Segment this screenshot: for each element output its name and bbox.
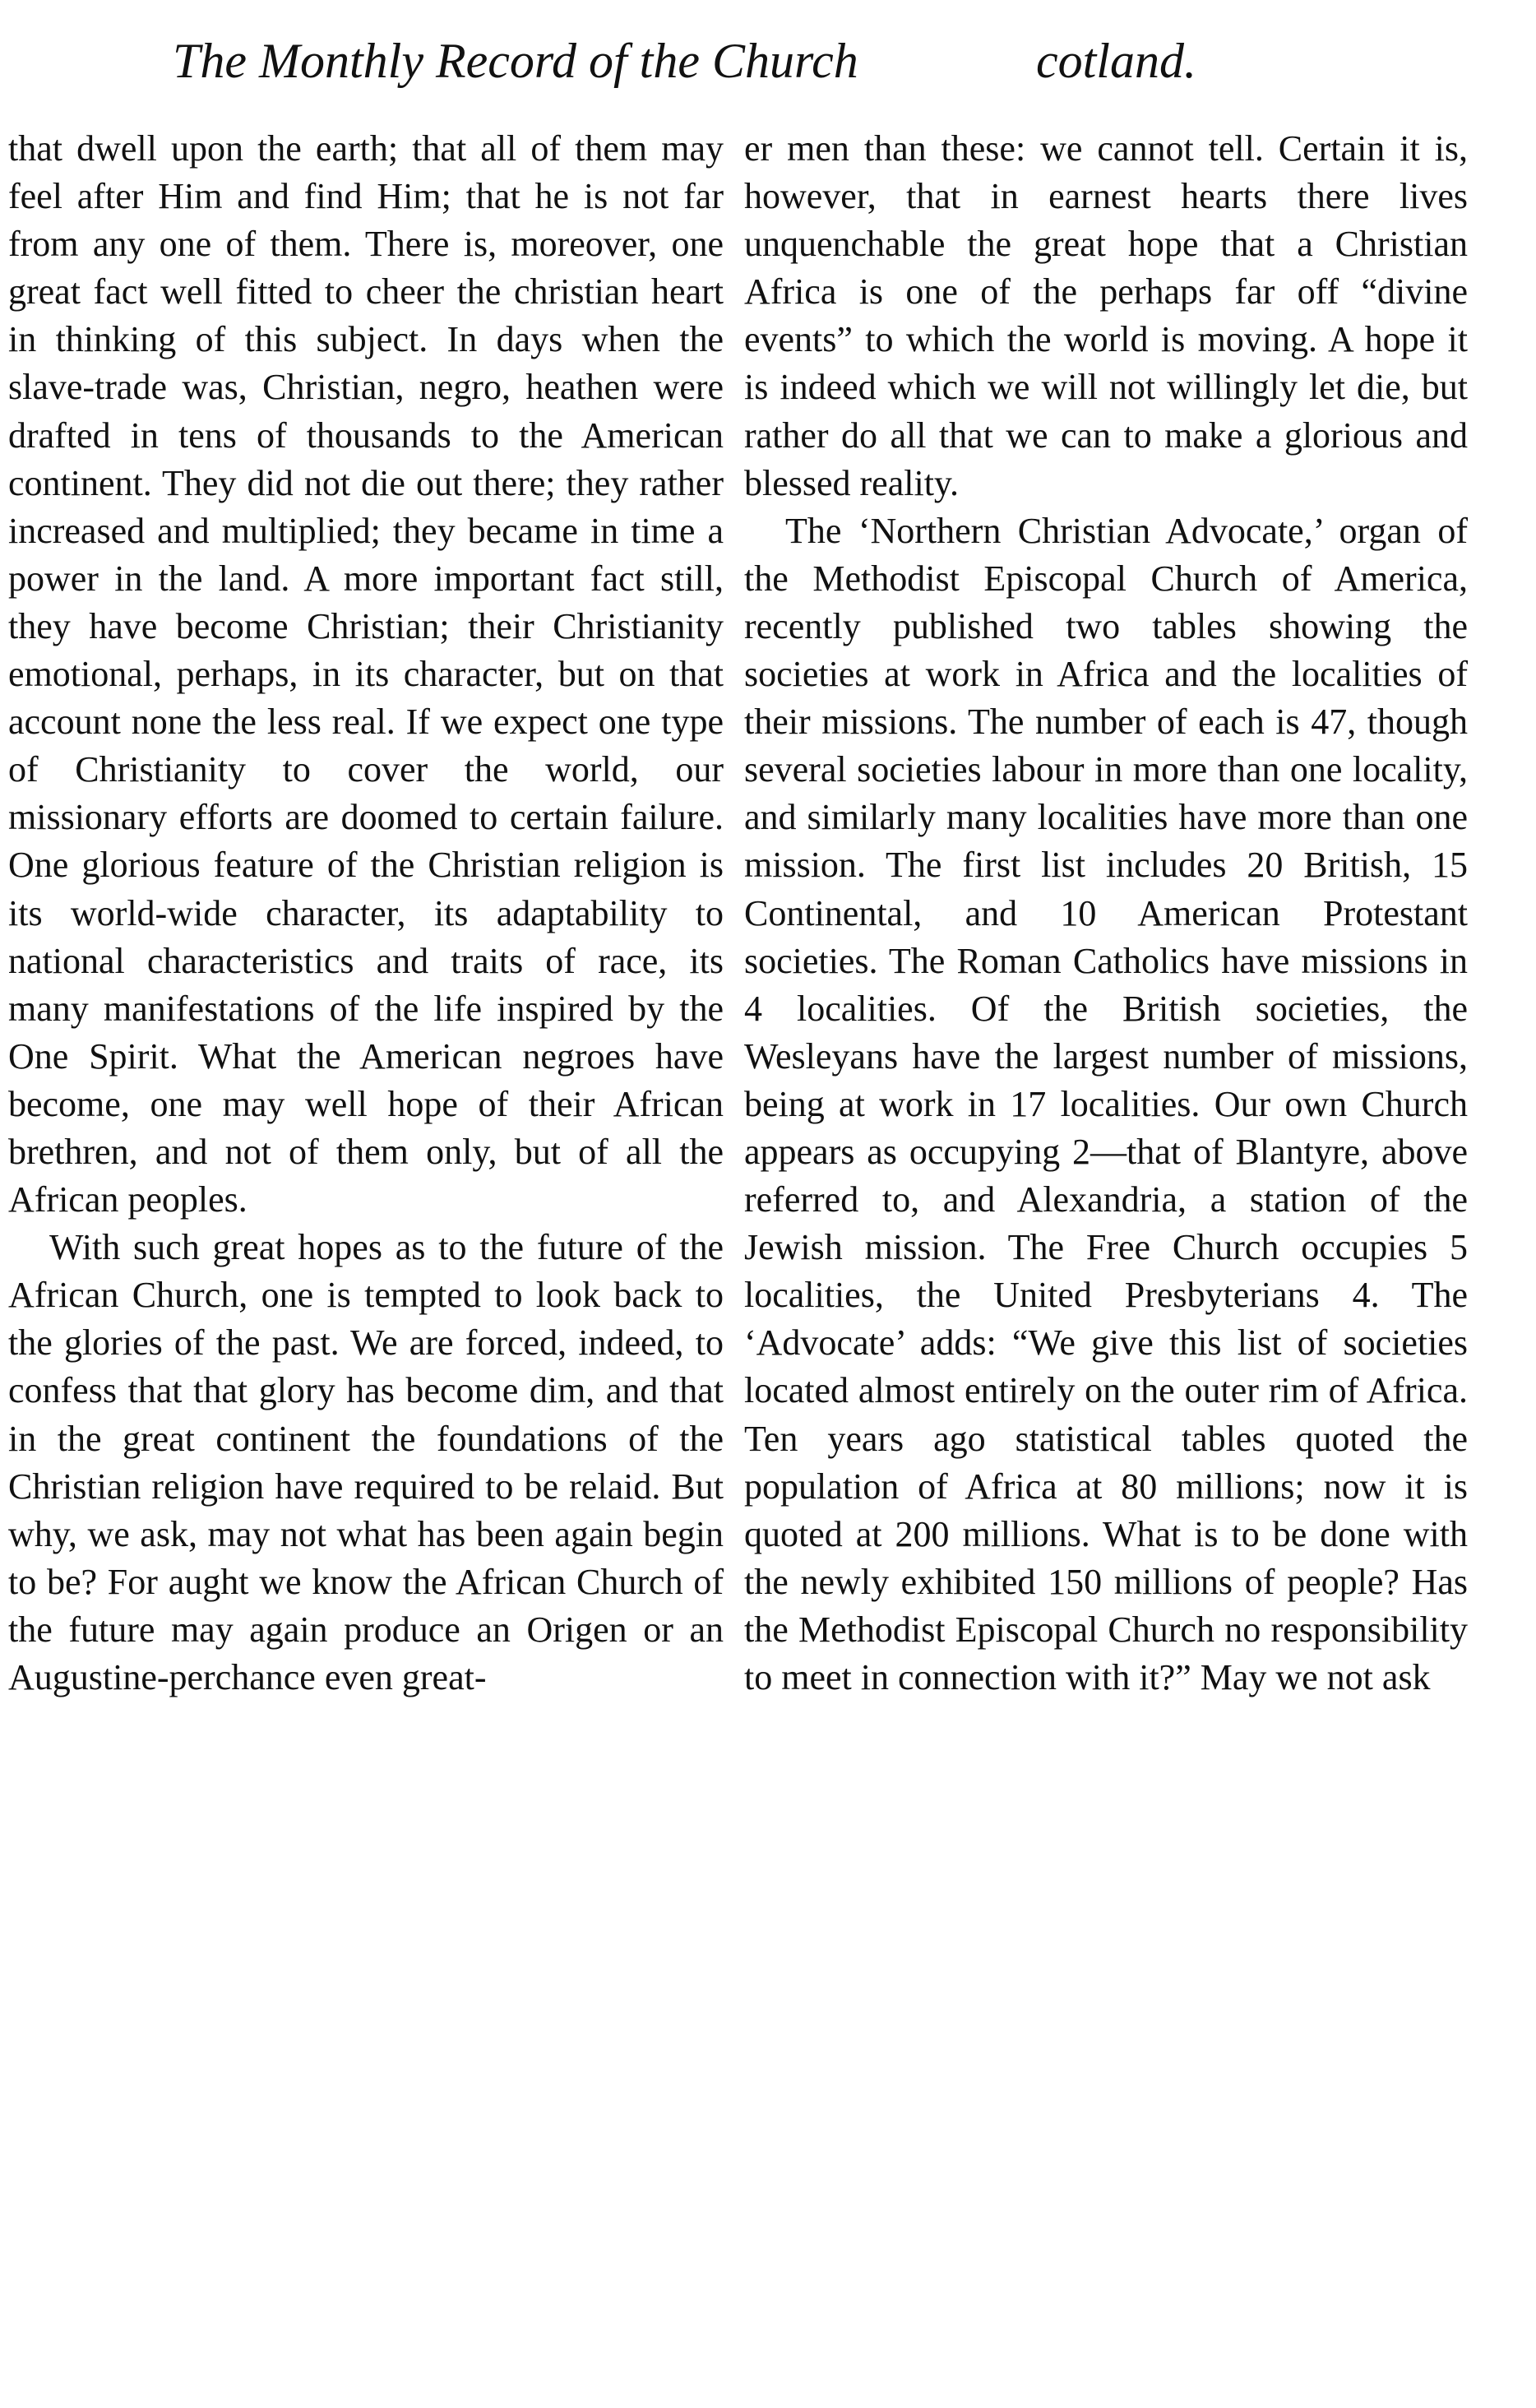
header-title: The Monthly Record of the Church (173, 34, 858, 88)
running-header (173, 28, 1373, 94)
paragraph: that dwell upon the earth; that all of them may feel after Him and find Him; that he is not far from any one of them. There is, moreover, one great fact well fitted to cheer the christian heart in thinking of this subject. In days when the slave-trade was, Christian, negro, heathen were drafted in tens of thousands to the American continent. They did not die out there; they rather increased and multiplied; they became in time a power in the land. A more important fact still, they have become Christian; their Christianity emotional, perhaps, in its character, but on that account none the less real. If we expect one type of Christianity to cover the world, our missionary efforts are doomed to certain failure. One glorious feature of the Christian religion is its world-wide character, its adaptability to national characteristics and traits of race, its many manifestations of the life inspired by the One Spirit. What the American negroes have become, one may well hope of their African brethren, and not of them only, but of all the African peoples. (8, 128, 724, 1220)
paragraph: The ‘Northern Christian Advocate,’ organ of the Methodist Episcopal Church of America, recently published two tables showing the societies at work in Africa and the localities of their missions. The number of each is 47, though several societies labour in more than one locality, and similarly many localities have more than one mission. The first list includes 20 British, 15 Continental, and 10 American Protestant societies. The Roman Catholics have missions in 4 localities. Of the British societies, the Wesleyans have the largest number of missions, being at work in 17 localities. Our own Church appears as occupying 2—that of Blantyre, above referred to, and Alexandria, a station of the Jewish mission. The Free Church occupies 5 localities, the United Presbyterians 4. The ‘Advocate’ adds: “We give this list of societies located almost entirely on the outer rim of Africa. Ten years ago statistical tables quoted the population of Africa at 80 millions; now it is quoted at 200 millions. What is to be done with the newly exhibited 150 millions of people? Has the Methodist Episcopal Church no responsibility to meet in connection with it?” May we not ask (744, 510, 1468, 1697)
header-place: cotland. (1036, 34, 1196, 88)
left-column (8, 125, 724, 2395)
paragraph: er men than these: we cannot tell. Certain it is, however, that in earnest hearts there lives unquenchable the great hope that a Christian Africa is one of the perhaps far off “divine events” to which the world is moving. A hope it is indeed which we will not willingly let die, but rather do all that we can to make a glorious and blessed reality. (744, 128, 1468, 503)
paragraph: With such great hopes as to the future of the African Church, one is tempted to look back to the glories of the past. We are forced, indeed, to confess that that glory has become dim, and that in the great continent the foundations of the Christian religion have required to be relaid. But why, we ask, may not what has been again begin to be? For aught we know the African Church of the future may again produce an Origen or an Augustine-perchance even great- (8, 1227, 724, 1697)
right-column (744, 125, 1468, 2395)
